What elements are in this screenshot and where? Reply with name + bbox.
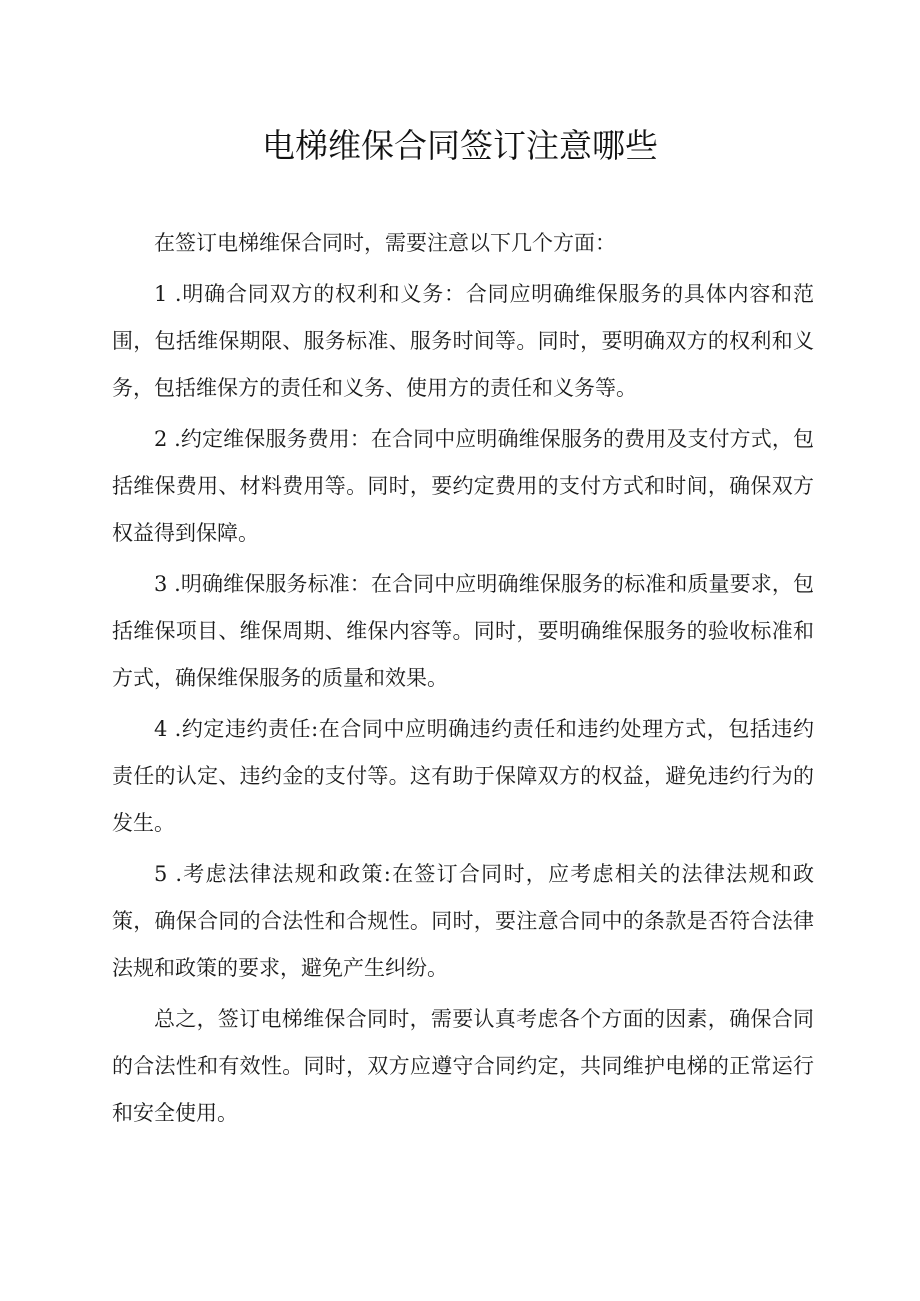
list-item: [112, 416, 814, 561]
item-text: .明确合同双方的权利和义务：合同应明确维保服务的具体内容和范围，包括维保期限、服务标准、服务时间等。同时，要明确双方的权利和义务，包括维保方的责任和义务、使用方的责任和义务等。: [112, 282, 814, 400]
item-number: 1: [154, 282, 168, 306]
item-number: 5: [154, 862, 168, 886]
item-text: .明确维保服务标准：在合同中应明确维保服务的标准和质量要求，包括维保项目、维保周期、维保内容等。同时，要明确维保服务的验收标准和方式，确保维保服务的质量和效果。: [112, 572, 814, 690]
item-text: .约定违约责任:在合同中应明确违约责任和违约处理方式，包括违约责任的认定、违约金的支付等。这有助于保障双方的权益，避免违约行为的发生。: [112, 717, 814, 835]
list-item: [112, 851, 814, 996]
list-item: [112, 706, 814, 851]
document-body: [112, 220, 814, 1141]
item-number: 3: [154, 572, 168, 596]
item-number: 2: [154, 427, 168, 451]
conclusion-paragraph: 总之，签订电梯维保合同时，需要认真考虑各个方面的因素，确保合同的合法性和有效性。同时，双方应遵守合同约定，共同维护电梯的正常运行和安全使用。: [112, 1007, 814, 1125]
item-text: .考虑法律法规和政策:在签订合同时，应考虑相关的法律法规和政策，确保合同的合法性和合规性。同时，要注意合同中的条款是否符合法律法规和政策的要求，避免产生纠纷。: [112, 862, 814, 980]
list-item: [112, 561, 814, 706]
intro-paragraph: 在签订电梯维保合同时，需要注意以下几个方面：: [154, 231, 616, 255]
item-number: 4: [154, 717, 168, 741]
list-item: [112, 271, 814, 416]
document-title: 电梯维保合同签订注意哪些: [262, 126, 658, 165]
item-text: .约定维保服务费用：在合同中应明确维保服务的费用及支付方式，包括维保费用、材料费用等。同时，要约定费用的支付方式和时间，确保双方权益得到保障。: [112, 427, 814, 545]
